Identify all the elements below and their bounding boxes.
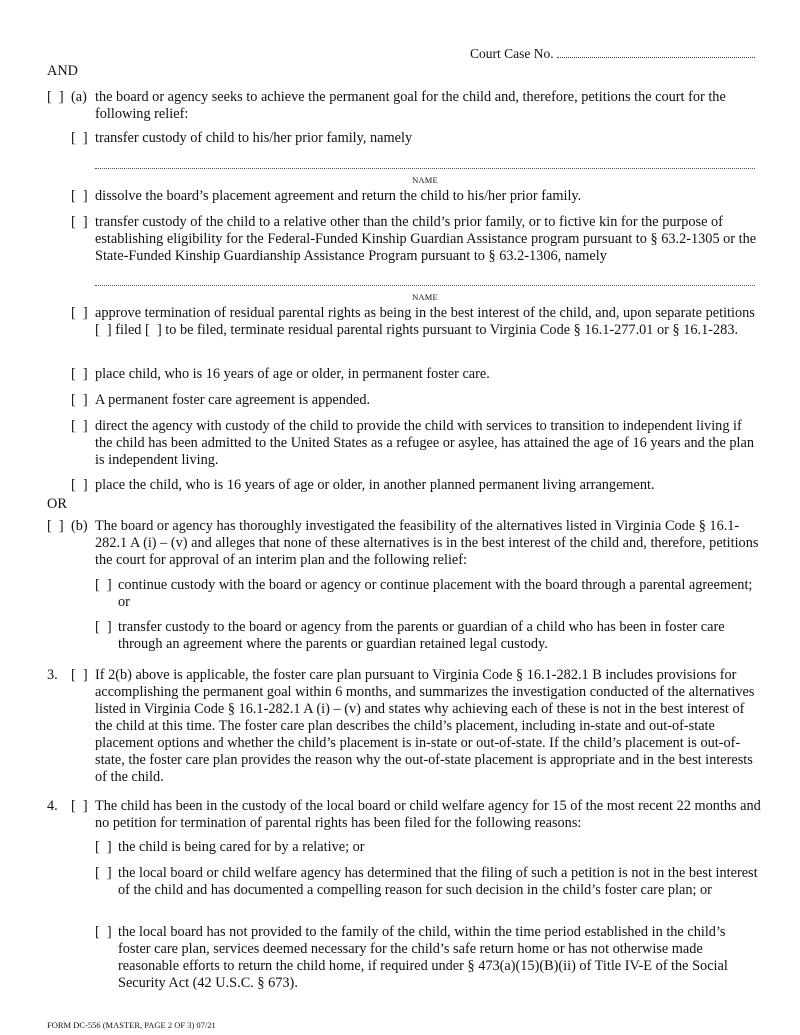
item-checkbox[interactable]: [ ] bbox=[71, 214, 88, 230]
section-b-checkbox[interactable]: [ ] bbox=[47, 518, 64, 534]
item-4-reason-1 bbox=[95, 839, 760, 856]
item-checkbox[interactable]: [ ] bbox=[71, 305, 88, 321]
item-4-reason-3 bbox=[95, 924, 760, 992]
section-b-item-2 bbox=[95, 619, 760, 653]
item-checkbox[interactable]: [ ] bbox=[95, 839, 112, 855]
section-a-item-3 bbox=[71, 214, 761, 265]
item-3-checkbox[interactable]: [ ] bbox=[71, 667, 88, 683]
section-a bbox=[47, 89, 762, 123]
section-a-item-1 bbox=[71, 130, 761, 147]
item-checkbox[interactable]: [ ] bbox=[71, 477, 88, 493]
section-a-item-5 bbox=[71, 366, 761, 383]
item-text: transfer custody of the child to a relative other than the child’s prior family, or to fictive kin for the purpose of establishing eligibility for the Federal-Funded Kinship Guardian Assistance program pursuant to § 63.2-1305 or the State-Funded Kinship Guardianship Assistance Program pursuant to § 63.2-1306, namely bbox=[95, 214, 757, 264]
item-4-number: 4. bbox=[47, 798, 58, 814]
section-a-text: the board or agency seeks to achieve the permanent goal for the child and, therefore, petitions the court for the following relief: bbox=[95, 89, 726, 122]
item-checkbox[interactable]: [ ] bbox=[95, 577, 112, 593]
item-checkbox[interactable]: [ ] bbox=[95, 924, 112, 940]
section-b-item-1 bbox=[95, 577, 760, 611]
section-b-label: (b) bbox=[71, 518, 88, 534]
section-a-item-6 bbox=[71, 392, 761, 409]
conjunction-or: OR bbox=[47, 496, 67, 512]
item-checkbox[interactable]: [ ] bbox=[71, 418, 88, 434]
item-text bbox=[95, 305, 761, 339]
section-a-item-4 bbox=[71, 305, 761, 339]
court-case-number bbox=[470, 45, 755, 62]
item-4-checkbox[interactable]: [ ] bbox=[71, 798, 88, 814]
item-3-number: 3. bbox=[47, 667, 58, 683]
item-4 bbox=[47, 798, 762, 832]
item-3-text: If 2(b) above is applicable, the foster care plan pursuant to Virginia Code § 16.1-282.1 B includes provisions for accomplishing the permanent goal within 6 months, and summarizes the investigation conducted of the alternatives listed in Virginia Code § 16.1-282.1 A (i) – (v) and states why achieving each of these is not in the best interest of the child at this time. The foster care plan describes the child’s placement, including in-state and out-of-state placement options and whether the child’s placement is in-state or out-of-state. If the child’s placement is out-of-state, the foster care plan provides the reason why the out-of-state placement is appropriate and in the best interests of the child. bbox=[95, 667, 755, 785]
item-checkbox[interactable]: [ ] bbox=[71, 130, 88, 146]
item-text-post: to be filed, terminate residual parental rights pursuant to Virginia Code § 16.1-277.01 or § 16.1-283. bbox=[165, 322, 739, 338]
name-label: NAME bbox=[412, 292, 438, 302]
section-a-item-2 bbox=[71, 188, 761, 205]
court-case-label: Court Case No. bbox=[470, 46, 554, 61]
item-text: the local board or child welfare agency has determined that the filing of such a petition is not in the best interest of the child and has documented a compelling reason for such decision in the child’s foster care plan; or bbox=[118, 865, 758, 898]
item-text: A permanent foster care agreement is appended. bbox=[95, 392, 371, 408]
item-text: place the child, who is 16 years of age or older, in another planned permanent living arrangement. bbox=[95, 477, 655, 493]
section-b-text: The board or agency has thoroughly investigated the feasibility of the alternatives listed in Virginia Code § 16.1-282.1 A (i) – (v) and alleges that none of these alternatives is in the best interest of the child and, therefore, petitions the court for approval of an interim plan and the following relief: bbox=[95, 518, 759, 568]
conjunction-and: AND bbox=[47, 63, 78, 79]
item-checkbox[interactable]: [ ] bbox=[95, 619, 112, 635]
filed-label: filed bbox=[115, 322, 142, 338]
item-4-reason-2 bbox=[95, 865, 760, 899]
item-text: dissolve the board’s placement agreement and return the child to his/her prior family. bbox=[95, 188, 582, 204]
item-checkbox[interactable]: [ ] bbox=[71, 366, 88, 382]
item-text-pre: approve termination of residual parental rights as being in the best interest of the child, and, upon separate petitions bbox=[95, 305, 755, 321]
item-4-text: The child has been in the custody of the local board or child welfare agency for 15 of the most recent 22 months and no petition for termination of parental rights has been filed for the following reasons: bbox=[95, 798, 761, 831]
item-text: the local board has not provided to the family of the child, within the time period established in the child’s foster care plan, services deemed necessary for the child’s safe return home or has not otherwise made reasonable efforts to return the child home, if required under § 473(a)(15)(B)(ii) of Title IV-E of the Social Security Act (42 U.S.C. § 673). bbox=[118, 924, 728, 991]
name-field-prior-family[interactable] bbox=[95, 168, 755, 169]
form-footer: FORM DC-556 (MASTER, PAGE 2 OF 3) 07/21 bbox=[47, 1020, 216, 1030]
item-checkbox[interactable]: [ ] bbox=[71, 392, 88, 408]
item-text: continue custody with the board or agency or continue placement with the board through a parental agreement; or bbox=[118, 577, 753, 610]
item-checkbox[interactable]: [ ] bbox=[95, 865, 112, 881]
item-text: direct the agency with custody of the child to provide the child with services to transition to independent living if the child has been admitted to the United States as a refugee or asylee, has attained the age of 16 years and the plan is independent living. bbox=[95, 418, 755, 468]
item-text: transfer custody to the board or agency from the parents or guardian of a child who has been in foster care through an agreement where the parents or guardian retained legal custody. bbox=[118, 619, 725, 652]
section-a-item-7 bbox=[71, 418, 761, 469]
section-a-label: (a) bbox=[71, 89, 87, 105]
name-label: NAME bbox=[412, 175, 438, 185]
court-case-number-field[interactable] bbox=[557, 47, 755, 58]
item-checkbox[interactable]: [ ] bbox=[71, 188, 88, 204]
section-a-item-8 bbox=[71, 477, 761, 494]
item-text: transfer custody of child to his/her prior family, namely bbox=[95, 130, 413, 146]
section-b bbox=[47, 518, 762, 569]
item-text: place child, who is 16 years of age or older, in permanent foster care. bbox=[95, 366, 490, 382]
to-be-filed-checkbox[interactable]: [ ] bbox=[145, 322, 162, 338]
item-3 bbox=[47, 667, 762, 786]
item-text: the child is being cared for by a relative; or bbox=[118, 839, 365, 855]
section-a-checkbox[interactable]: [ ] bbox=[47, 89, 64, 105]
filed-checkbox[interactable]: [ ] bbox=[95, 322, 112, 338]
name-field-relative[interactable] bbox=[95, 285, 755, 286]
